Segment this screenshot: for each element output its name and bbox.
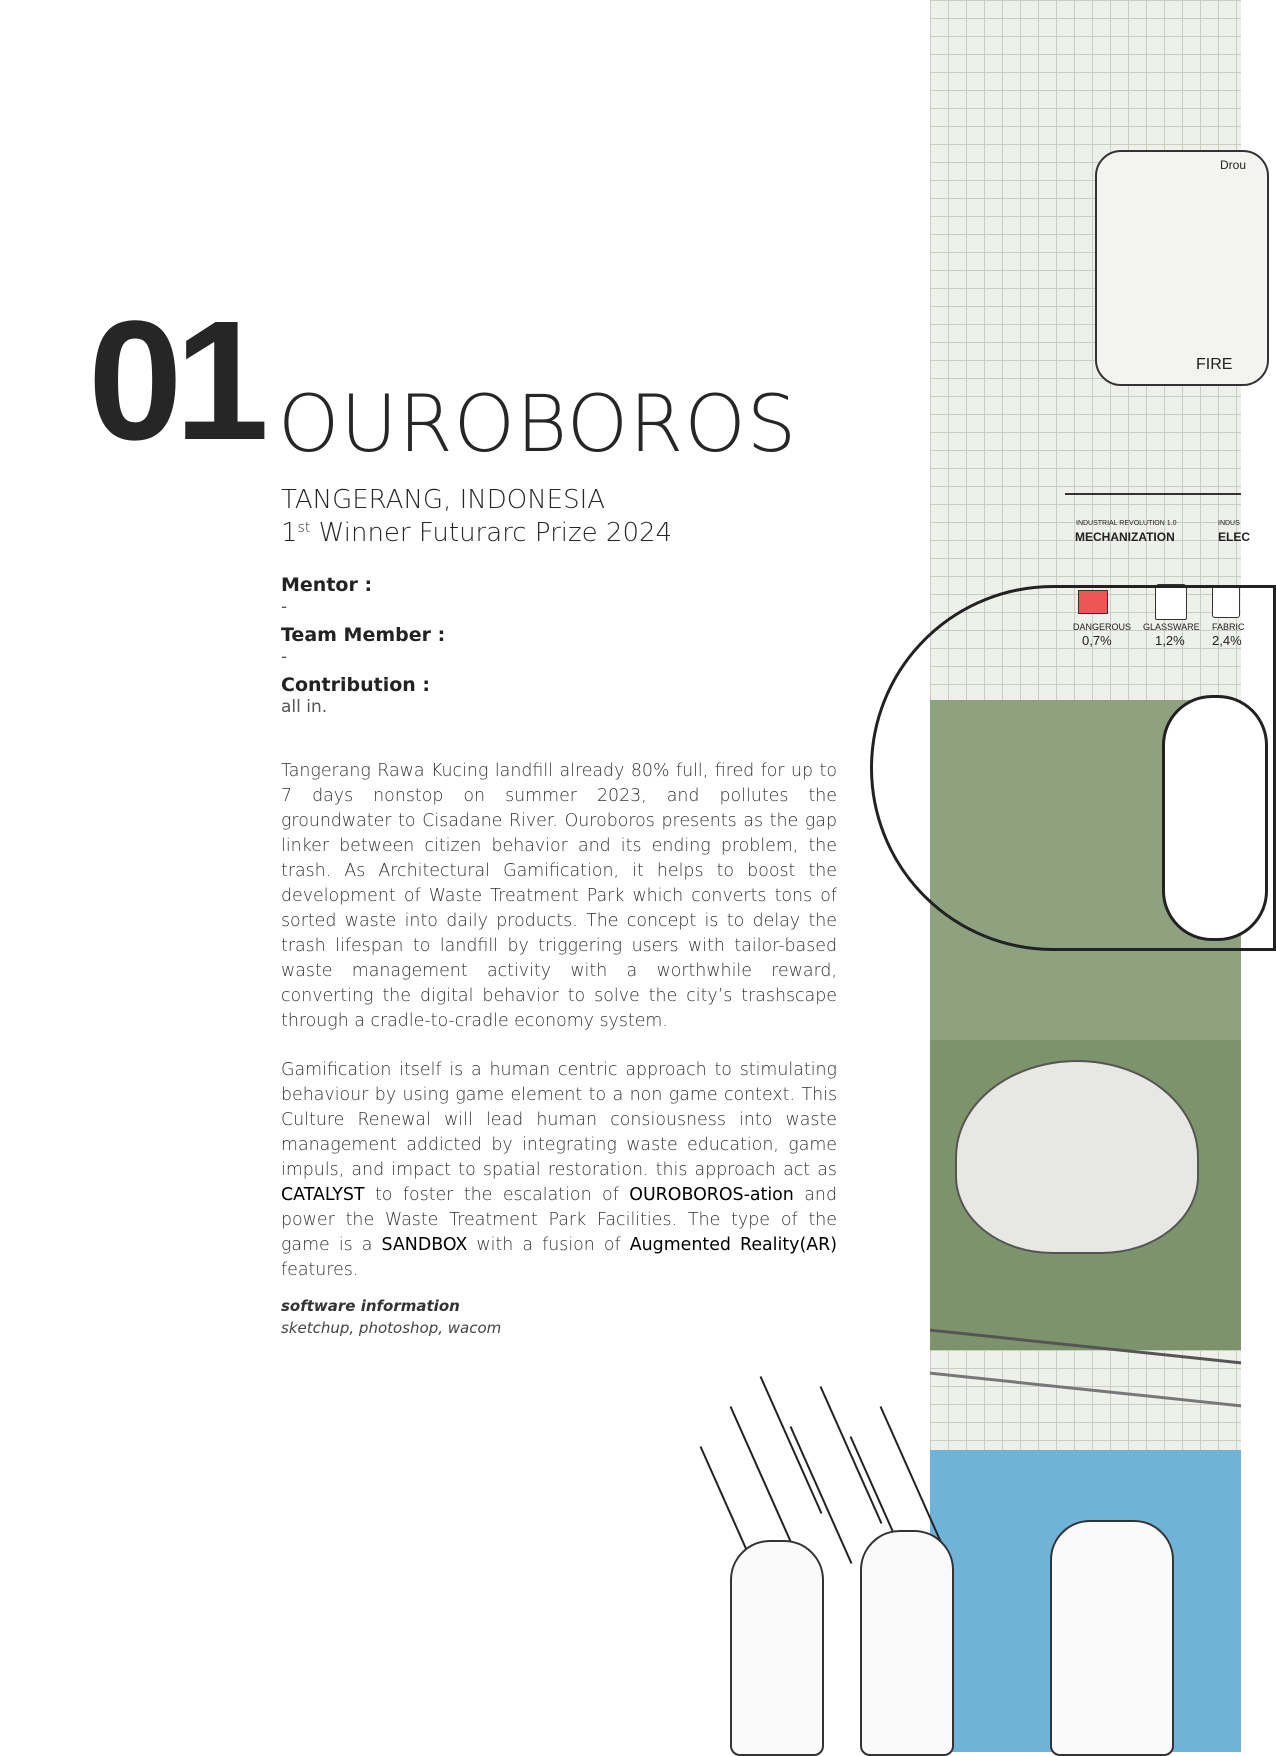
mechanization-label: MECHANIZATION [1075,530,1175,544]
keyword-ar: Augmented Reality(AR) [629,1235,838,1255]
team-member-label: Team Member : [281,624,446,646]
glassware-label: GLASSWARE [1143,622,1200,632]
dangerous-label: DANGEROUS [1073,622,1132,632]
illustration-panel [930,0,1251,1752]
keyword-catalyst: CATALYST [281,1185,365,1205]
fire-vignette [1095,150,1269,386]
person-figure [1050,1520,1174,1756]
contribution-label: Contribution : [281,674,431,696]
para2-text-c: and power the Waste Treatment Park Facilities. The type of the game is a [281,1185,837,1255]
award-suffix: st [297,520,311,536]
fabric-pct: 2,4% [1212,633,1242,648]
contribution-value: all in. [281,697,328,717]
revolution-caption: INDUSTRIAL REVOLUTION 1.0 [1076,520,1177,527]
mentor-label: Mentor : [281,574,373,596]
description-paragraph-1: Tangerang Rawa Kucing landfill already 80% full, fired for up to 7 days nonstop on summer 2023, and pollutes the groundwater to Cisadane River. Ouroboros presents as the gap linker between citizen behavior and its ending problem, the trash. As Architectural Gamification, it helps to boost the development of Waste Treatment Park which converts tons of sorted waste into daily products. The concept is to delay the trash lifespan to landfill by triggering users with tailor-based waste management activity with a worthwhile reward, converting the digital behavior to solve the city’s trashscape through a cradle-to-cradle economy system. [281,761,837,1031]
project-number: 01 [88,286,262,476]
award-text: Winner Futurarc Prize 2024 [310,518,673,548]
timeline-line [1065,493,1241,495]
dangerous-pct: 0,7% [1082,633,1112,648]
mentor-value: - [281,597,288,617]
game-controller-icon [1162,695,1268,941]
person-figure [730,1540,824,1756]
project-award [281,518,672,548]
project-title: OUROBOROS [278,380,798,470]
para2-text-b: to foster the escalation of [364,1185,630,1205]
drought-label: Drou [1220,158,1247,172]
team-member-value: - [281,647,288,667]
keyword-ouroboros: OUROBOROS-ation [629,1185,794,1205]
para2-text-d: with a fusion of [467,1235,630,1255]
para2-text-e: features. [281,1260,359,1280]
glassware-pct: 1,2% [1155,633,1185,648]
project-location: TANGERANG, INDONESIA [281,485,606,515]
software-label: software information [281,1297,460,1315]
keyword-sandbox: SANDBOX [381,1235,468,1255]
award-rank: 1 [281,518,298,548]
fire-label: FIRE [1196,356,1233,373]
dome-building [955,1060,1199,1254]
revolution2-caption: INDUS [1218,520,1240,527]
person-figure [860,1530,954,1756]
software-value: sketchup, photoshop, wacom [281,1319,502,1337]
fabric-label: FABRIC [1212,622,1245,632]
para2-text-a: Gamification itself is a human centric approach to stimulating behaviour by using game element to a non game context. This Culture Renewal will lead human consiousness into waste management addicted by integrating waste education, game impuls, and impact to spatial restoration. this approach act as [281,1060,837,1180]
electric-label: ELEC [1218,530,1251,544]
running-people-illustration [720,1500,1240,1752]
description-paragraph-2 [281,1058,837,1283]
